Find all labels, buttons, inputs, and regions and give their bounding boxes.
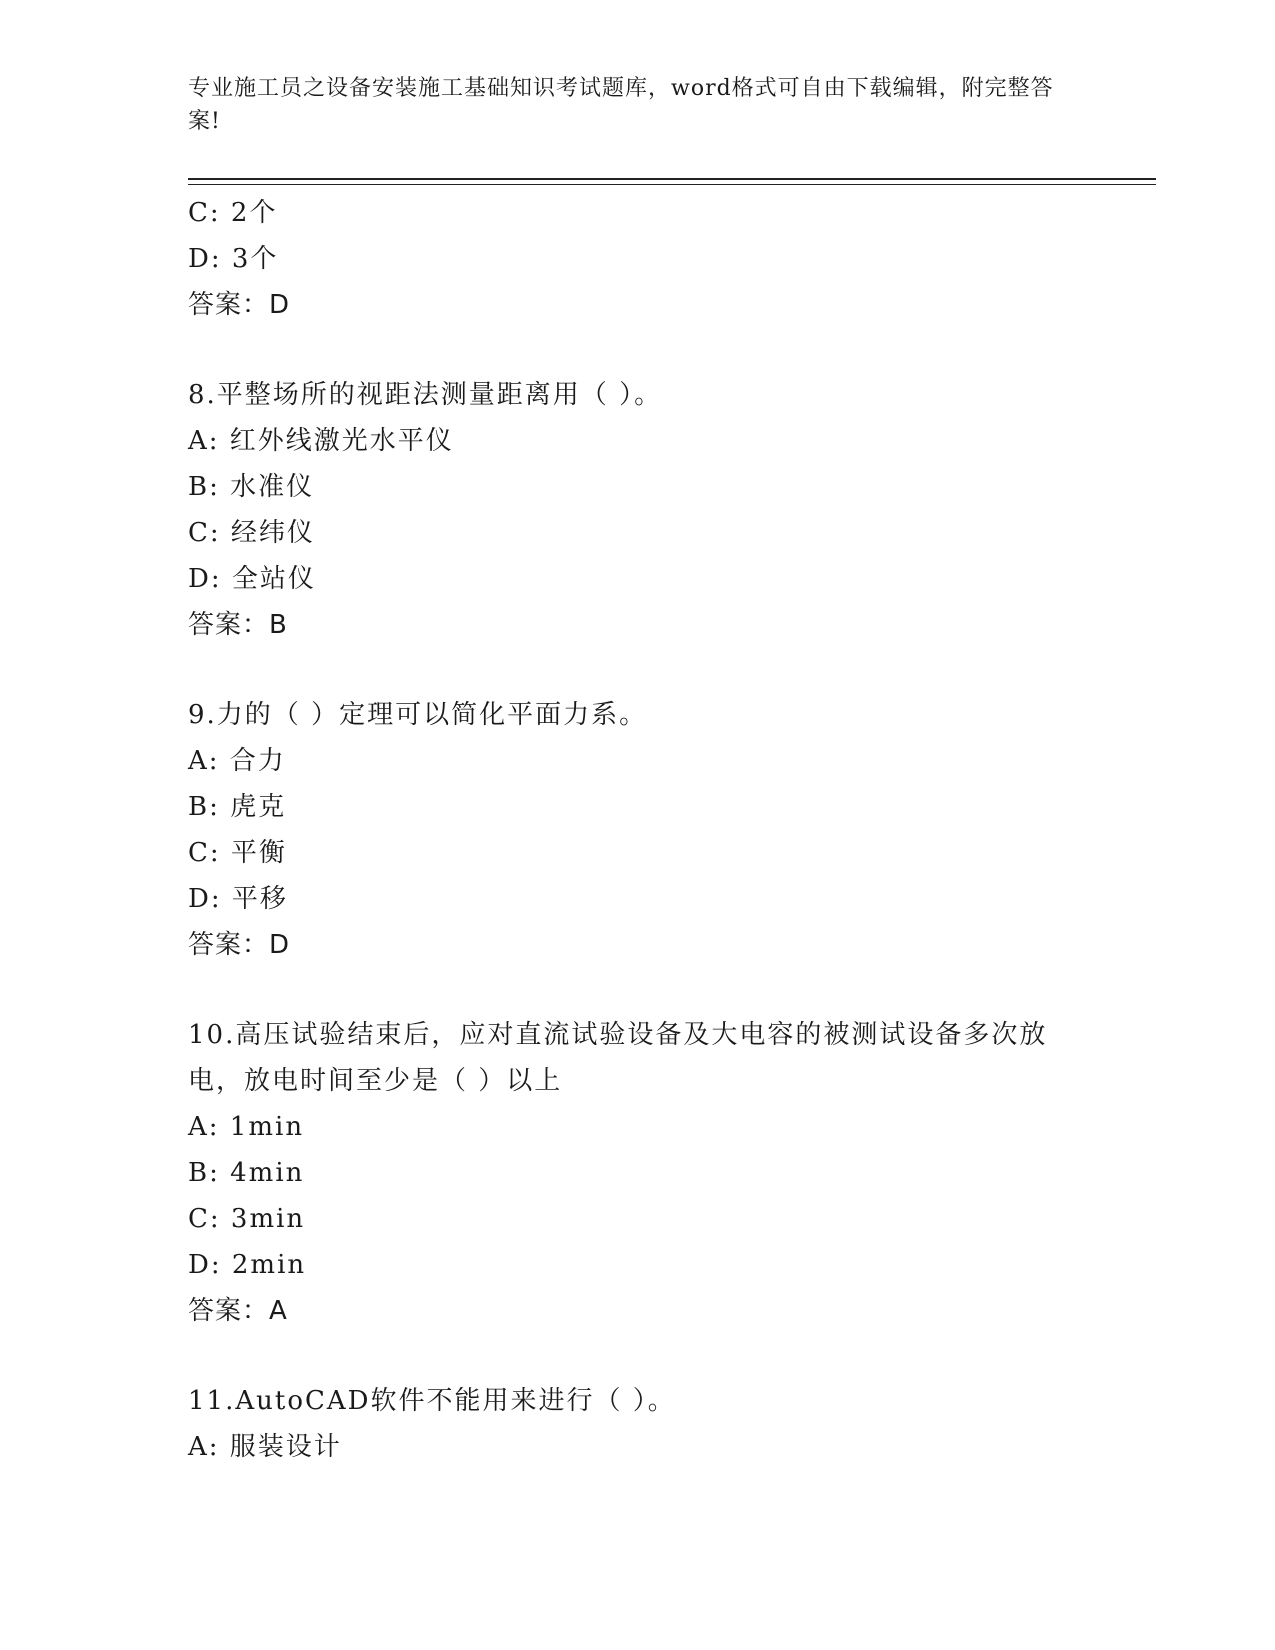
spacer: [188, 1334, 1088, 1378]
option-a: A: 合力: [188, 746, 286, 776]
question-stem-8: 8.平整场所的视距法测量距离用（ ）。: [188, 380, 663, 410]
option-c: C: 2个: [188, 198, 278, 228]
option-c: C: 平衡: [188, 838, 287, 868]
option-d: D: 3个: [188, 244, 279, 274]
option-d: D: 平移: [188, 884, 288, 914]
option-c: C: 经纬仪: [188, 518, 315, 548]
option-a: A: 服装设计: [188, 1432, 342, 1462]
option-c: C: 3min: [188, 1204, 306, 1234]
answer-line: 答案：A: [188, 1296, 288, 1326]
spacer: [188, 328, 1088, 372]
spacer: [188, 968, 1088, 1012]
spacer: [188, 648, 1088, 692]
option-b: B: 虎克: [188, 792, 287, 822]
option-b: B: 水准仪: [188, 472, 315, 502]
answer-line: 答案：D: [188, 290, 291, 320]
question-stem-9: 9.力的（ ）定理可以简化平面力系。: [188, 700, 648, 730]
question-content: [188, 190, 1088, 1470]
option-b: B: 4min: [188, 1158, 305, 1188]
question-stem-11: 11.AutoCAD软件不能用来进行（ ）。: [188, 1386, 676, 1416]
question-stem-10: 10.高压试验结束后，应对直流试验设备及大电容的被测试设备多次放电，放电时间至少是（ ）以上: [188, 1020, 1048, 1096]
option-a: A: 红外线激光水平仪: [188, 426, 454, 456]
option-d: D: 2min: [188, 1250, 307, 1280]
header-rule-thin: [188, 184, 1156, 185]
answer-line: 答案：B: [188, 610, 288, 640]
option-a: A: 1min: [188, 1112, 305, 1142]
document-header: 专业施工员之设备安装施工基础知识考试题库，word格式可自由下载编辑，附完整答案!: [188, 76, 1054, 134]
answer-line: 答案：D: [188, 930, 291, 960]
option-d: D: 全站仪: [188, 564, 316, 594]
header-rule-thick: [188, 178, 1156, 180]
